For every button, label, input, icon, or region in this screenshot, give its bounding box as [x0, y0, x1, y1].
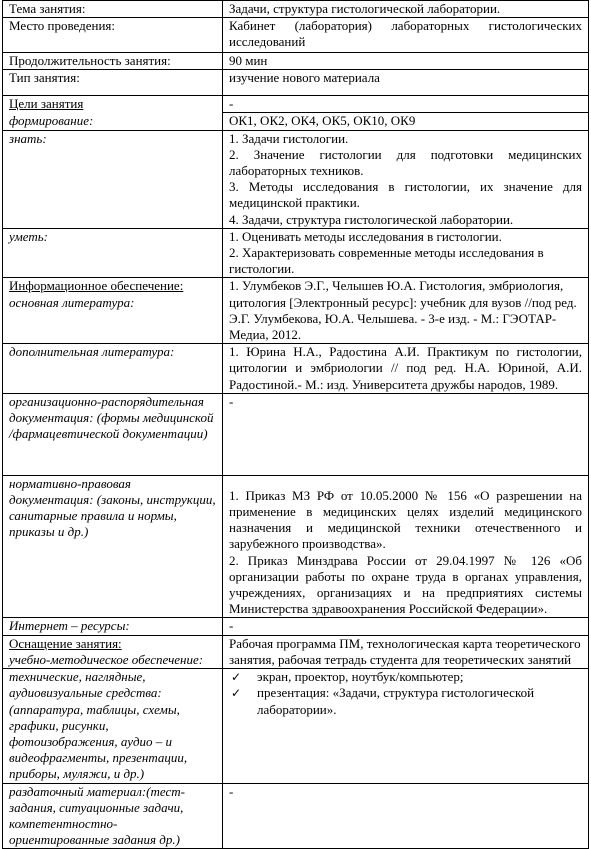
- value-place: Кабинет (лаборатория) лабораторных гистологических исследований: [223, 18, 589, 53]
- label-tech: технические, наглядные, аудиовизуальные средства: (аппаратура, таблицы, схемы, графики, рисунки, фотоизображения, аудио – и видеофрагменты, презентации, приборы, муляжи, и др.): [3, 669, 223, 783]
- row-duration: [3, 53, 589, 70]
- row-goals: [3, 96, 589, 130]
- label-internet: Интернет – ресурсы:: [3, 618, 223, 635]
- row-type: [3, 70, 589, 96]
- label-info: Информационное обеспечение:: [9, 278, 184, 294]
- label-type: Тип занятия:: [3, 70, 223, 96]
- value-forming: ОК1, ОК2, ОК4, ОК5, ОК10, ОК9: [229, 113, 416, 129]
- value-type: изучение нового материала: [223, 70, 589, 96]
- row-tech: [3, 669, 589, 783]
- label-equip: Оснащение занятия:: [9, 635, 122, 651]
- able-item: 1. Оценивать методы исследования в гистологии.: [229, 228, 502, 244]
- value-goals: -: [223, 96, 588, 113]
- value-extra-literature: 1. Юрина Н.А., Радостина А.И. Практикум по гистологии, цитологии и эмбриологии // под ред. Н.А. Юриной, А.И. Радостиной.- М.: изд. Университета дружбы народов, 1989.: [223, 344, 589, 394]
- label-place: Место проведения:: [3, 18, 223, 53]
- label-handout: раздаточный материал:(тест-задания, ситуационные задачи, компетентностно-ориентированные задания др.): [3, 783, 223, 849]
- norm-item: 2. Приказ Минздрава России от 29.04.1997 № 126 «Об организации работы по охране труда в органах управления, учреждениях, организациях и на предприятиях системы Министерства здравоохранения Российской Федерации».: [229, 552, 582, 617]
- norm-item: 1. Приказ МЗ РФ от 10.05.2000 № 156 «О разрешении на применение в медицинских целях изделий медицинского назначения и медицинской техники отечественного и зарубежного производства».: [229, 487, 582, 552]
- know-item: 1. Задачи гистологии.: [229, 130, 349, 146]
- label-info-cell: [3, 278, 223, 344]
- label-main-literature: основная литература:: [9, 294, 135, 310]
- label-know: знать:: [3, 130, 223, 228]
- value-topic: Задачи, структура гистологической лаборатории.: [223, 1, 589, 18]
- label-goals: Цели занятия: [9, 96, 84, 112]
- value-duration: 90 мин: [223, 53, 589, 70]
- able-item: 2. Характеризовать современные методы исследования в гистологии.: [229, 245, 544, 277]
- row-norm: [3, 475, 589, 618]
- tech-item-text: презентация: «Задачи, структура гистологической лаборатории».: [257, 685, 535, 717]
- label-duration: Продолжительность занятия:: [3, 53, 223, 70]
- label-forming: формирование:: [9, 112, 94, 128]
- value-tech: [223, 669, 589, 783]
- row-org: [3, 393, 589, 475]
- value-method-support: Рабочая программа ПМ, технологическая карта теоретического занятия, рабочая тетрадь студента для теоретических занятий: [223, 635, 589, 668]
- value-norm-docs: [223, 475, 589, 618]
- value-goals-cell: [223, 96, 589, 130]
- tech-item-text: экран, проектор, ноутбук/компьютер;: [257, 669, 464, 685]
- know-item: 2. Значение гистологии для подготовки медицинских лабораторных техников.: [229, 146, 582, 179]
- label-org-docs: организационно-распорядительная документация: (формы медицинской /фармацевтической документации): [3, 393, 223, 475]
- row-know: [3, 130, 589, 228]
- know-item: 4. Задачи, структура гистологической лаборатории.: [229, 211, 514, 227]
- row-topic: [3, 1, 589, 18]
- list-item: [229, 685, 582, 717]
- tech-list: [229, 669, 582, 718]
- label-goals-cell: [3, 96, 223, 130]
- row-handout: [3, 783, 589, 849]
- label-topic: Тема занятия:: [3, 1, 223, 18]
- label-method-support: учебно-методическое обеспечение:: [9, 651, 204, 667]
- check-mark-icon: ✓: [231, 686, 242, 701]
- value-main-literature: 1. Улумбеков Э.Г., Челышев Ю.А. Гистология, эмбриология, цитология [Электронный ресурс]: учебник для вузов //под ред. Э.Г. Улумбекова, Ю.А. Челышева. - 3-е изд. - М.: ГЭОТАР-Медиа, 2012.: [223, 278, 589, 344]
- row-equip: [3, 635, 589, 668]
- check-mark-icon: ✓: [231, 670, 242, 685]
- know-item: 3. Методы исследования в гистологии, их значение для медицинской практики.: [229, 179, 582, 211]
- label-norm-docs: нормативно-правовая документация: (законы, инструкции, санитарные правила и нормы, приказы и др.): [3, 475, 223, 618]
- value-internet: -: [223, 618, 589, 635]
- value-know: [223, 130, 589, 228]
- list-item: [229, 669, 582, 685]
- value-org-docs: -: [223, 393, 589, 475]
- value-able: [223, 228, 589, 278]
- lesson-plan-table: [2, 0, 589, 849]
- row-internet: [3, 618, 589, 635]
- label-able: уметь:: [3, 228, 223, 278]
- label-extra-literature: дополнительная литература:: [3, 344, 223, 394]
- row-able: [3, 228, 589, 278]
- label-equip-cell: [3, 635, 223, 668]
- row-info: [3, 278, 589, 344]
- value-handout: -: [223, 783, 589, 849]
- row-place: [3, 18, 589, 53]
- row-extra: [3, 344, 589, 394]
